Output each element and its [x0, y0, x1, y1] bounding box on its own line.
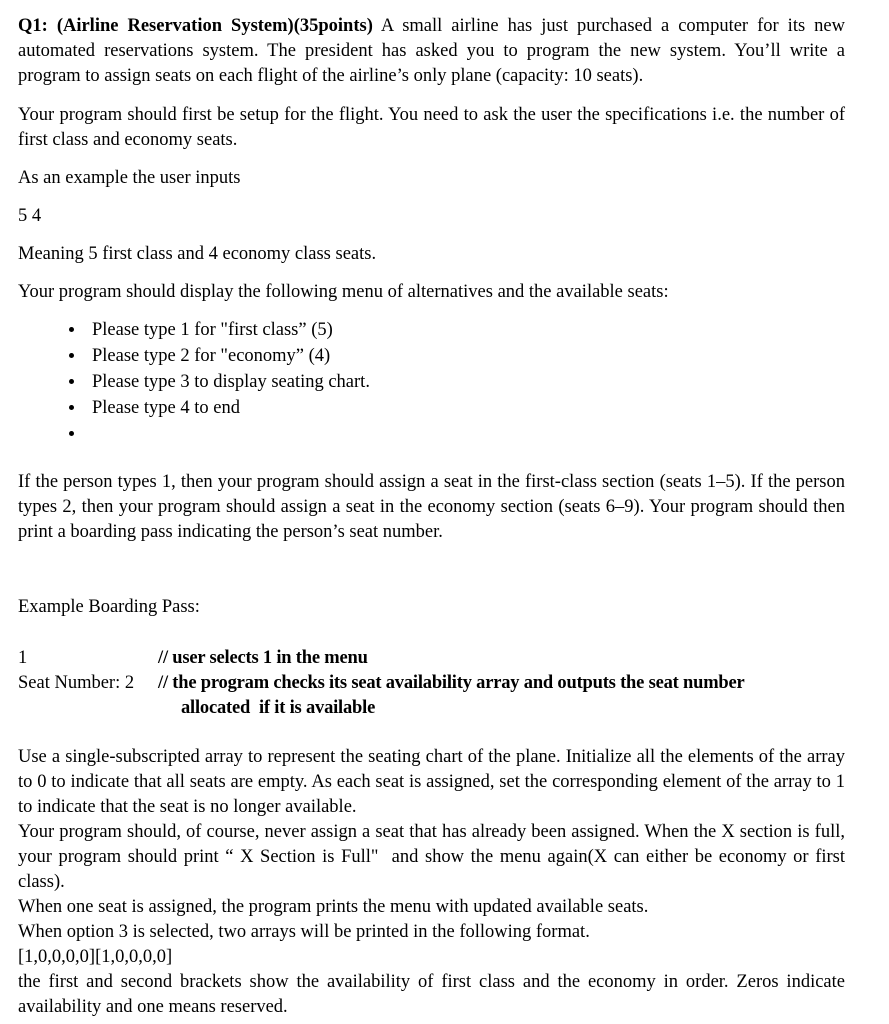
question-title: Q1: (Airline Reservation System)(35points): [18, 16, 373, 36]
menu-item-seating-chart: • Please type 3 to display seating chart.: [86, 369, 845, 395]
menu-item-first-class: • Please type 1 for "first class” (5): [86, 317, 845, 343]
arrays-example: [1,0,0,0,0][1,0,0,0,0]: [18, 947, 173, 967]
menu-item-empty: [86, 421, 845, 447]
seat-number-label: Seat Number: 2: [18, 673, 135, 693]
menu-item-end: • Please type 4 to end: [86, 395, 845, 421]
example-input-value: 5 4: [18, 206, 42, 226]
implementation-notes: [18, 745, 850, 1020]
option3-paragraph: When option 3 is selected, two arrays will be printed in the following format.: [18, 922, 590, 942]
boarding-pass-line-1: [18, 646, 845, 671]
intro-paragraph: [18, 14, 845, 89]
menu-item-economy: • Please type 2 for "economy” (4): [86, 343, 845, 369]
example-input-meaning: Meaning 5 first class and 4 economy class seats.: [18, 244, 377, 264]
intro-text: A small airline has just purchased a computer for its new automated reservations system. The president has asked you to program the new system. You’ll write a program to assign seats on each flight of the airline’s only plane (capacity: 10 seats).: [18, 16, 845, 86]
menu-list: [18, 317, 845, 447]
full-section-paragraph: Your program should, of course, never assign a seat that has already been assigned. When the X section is full, your program should print “ X Section is Full" and show the menu again(X can either be economy or first class).: [18, 822, 850, 892]
menu-selection-comment: // user selects 1 in the menu: [158, 648, 368, 668]
seat-check-comment-continued: allocated if it is available: [181, 698, 376, 718]
setup-paragraph: Your program should first be setup for the flight. You need to ask the user the specifications i.e. the number of first class and economy seats.: [18, 105, 845, 150]
boarding-pass-line-3: [18, 696, 845, 721]
assignment-paragraph: If the person types 1, then your program should assign a seat in the first-class section (seats 1–5). If the person types 2, then your program should assign a seat in the economy section (seats 6–9). Your program should then print a boarding pass indicating the person’s seat number.: [18, 472, 845, 542]
brackets-paragraph: the first and second brackets show the availability of first class and the economy in order. Zeros indicate availability and one means reserved.: [18, 972, 845, 1017]
seat-check-comment: // the program checks its seat availability array and outputs the seat number: [158, 673, 745, 693]
array-paragraph: Use a single-subscripted array to represent the seating chart of the plane. Initialize all the elements of the array to 0 to indicate that all seats are empty. As each seat is assigned, set the corresponding element of the array to 1 to indicate that the seat is no longer available.: [18, 747, 845, 817]
update-paragraph: When one seat is assigned, the program prints the menu with updated available seats.: [18, 897, 649, 917]
boarding-pass-label: Example Boarding Pass:: [18, 597, 200, 617]
boarding-pass-example: [18, 646, 845, 721]
menu-intro: Your program should display the following menu of alternatives and the available seats:: [18, 282, 669, 302]
user-input-value: 1: [18, 648, 28, 668]
boarding-pass-line-2: [18, 671, 845, 696]
example-input-intro: As an example the user inputs: [18, 168, 241, 188]
